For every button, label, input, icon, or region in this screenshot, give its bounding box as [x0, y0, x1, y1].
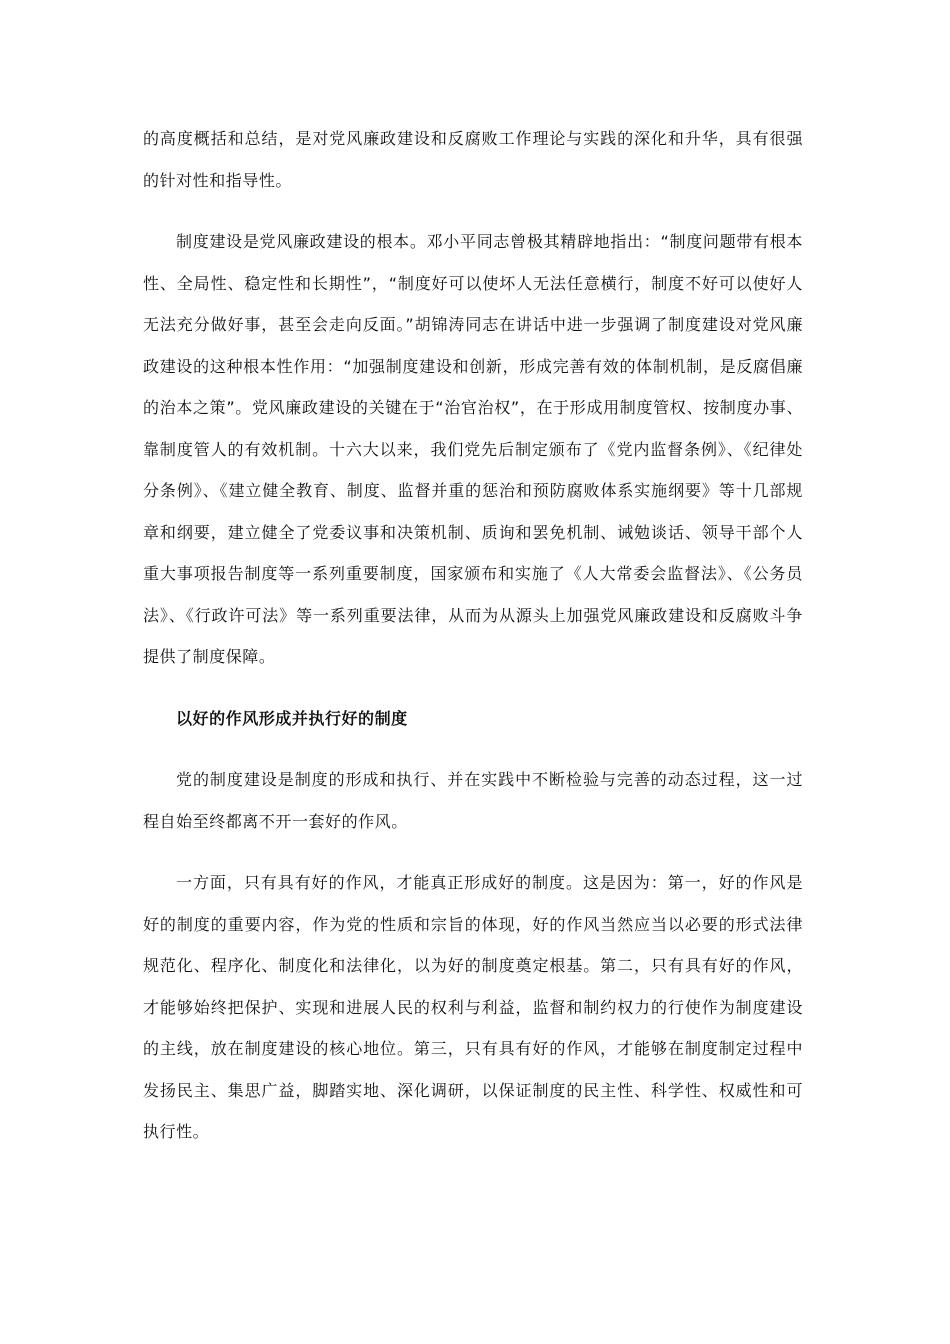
paragraph-system-building: 制度建设是党风廉政建设的根本。邓小平同志曾极其精辟地指出：“制度问题带有根本性、全局性、稳定性和长期性”，“制度好可以使坏人无法任意横行，制度不好可以使好人无法充分做好事，甚至会走向反面。”胡锦涛同志在讲话中进一步强调了制度建设对党风廉政建设的这种根本性作用：“加强制度建设和创新，形成完善有效的体制机制，是反腐倡廉的治本之策”。党风廉政建设的关键在于“治官治权”，在于形成用制度管权、按制度办事、靠制度管人的有效机制。十六大以来，我们党先后制定颁布了《党内监督条例》、《纪律处分条例》、《建立健全教育、制度、监督并重的惩治和预防腐败体系实施纲要》等十几部规章和纲要，建立健全了党委议事和决策机制、质询和罢免机制、诫勉谈话、领导干部个人重大事项报告制度等一系列重要制度，国家颁布和实施了《人大常委会监督法》、《公务员法》、《行政许可法》等一系列重要法律，从而为从源头上加强党风廉政建设和反腐败斗争提供了制度保障。: [143, 232, 803, 666]
document-page: [143, 118, 803, 1153]
paragraph-continuation: 的高度概括和总结，是对党风廉政建设和反腐败工作理论与实践的深化和升华，具有很强的针对性和指导性。: [143, 129, 803, 190]
paragraph-good-style: 一方面，只有具有好的作风，才能真正形成好的制度。这是因为：第一，好的作风是好的制度的重要内容，作为党的性质和宗旨的体现，好的作风当然应当以必要的形式法律规范化、程序化、制度化和法律化，以为好的制度奠定根基。第二，只有具有好的作风，才能够始终把保护、实现和进展人民的权利与利益，监督和制约权力的行使作为制度建设的主线，放在制度建设的核心地位。第三，只有具有好的作风，才能够在制度制定过程中发扬民主、集思广益，脚踏实地、深化调研，以保证制度的民主性、科学性、权威性和可执行性。: [143, 873, 803, 1141]
section-heading: 以好的作风形成并执行好的制度: [176, 708, 408, 728]
paragraph-dynamic-process: 党的制度建设是制度的形成和执行、并在实践中不断检验与完善的动态过程，这一过程自始至终都离不开一套好的作风。: [143, 770, 803, 831]
